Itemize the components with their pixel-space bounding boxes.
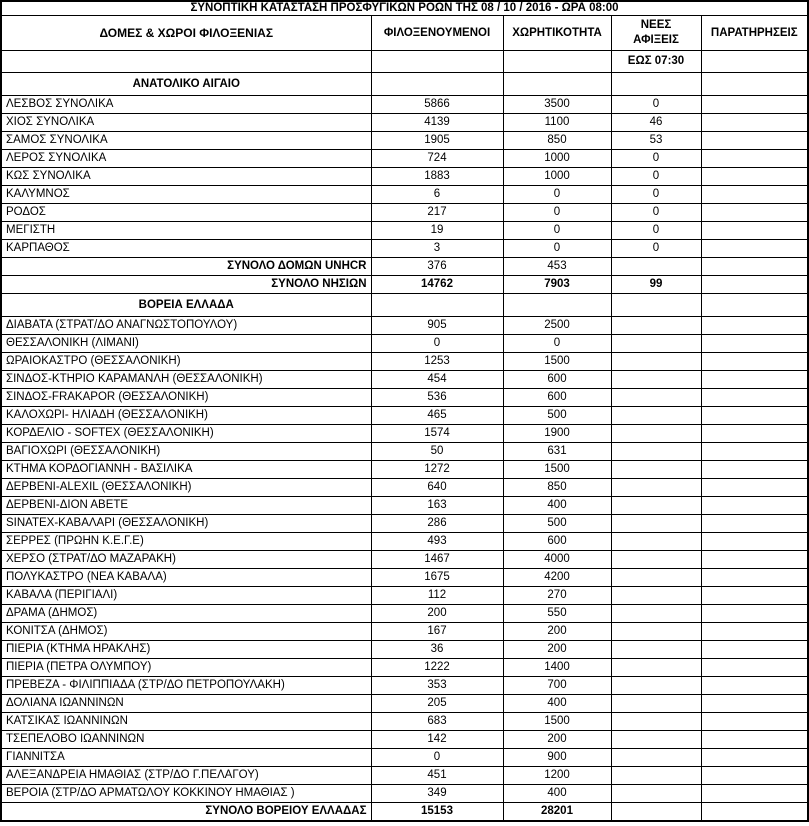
table-row [1,150,808,168]
guests-value: 353 [371,677,503,695]
capacity-value: 0 [503,335,611,353]
table-row [1,605,808,623]
capacity-value: 850 [503,132,611,150]
guests-value: 217 [371,204,503,222]
capacity-value: 1000 [503,168,611,186]
capacity-value: 500 [503,407,611,425]
notes-value [701,132,808,150]
table-row [1,731,808,749]
new-arrivals-value [611,497,701,515]
new-arrivals-value [611,785,701,803]
facility-name: ΔΟΛΙΑΝΑ ΙΩΑΝΝΙΝΩΝ [1,695,371,713]
new-arrivals-value: 0 [611,186,701,204]
notes-value [701,767,808,785]
notes-value [701,407,808,425]
facility-name: ΠΙΕΡΙΑ (ΚΤΗΜΑ ΗΡΑΚΛΗΣ) [1,641,371,659]
facility-name: ΚΟΝΙΤΣΑ (ΔΗΜΟΣ) [1,623,371,641]
column-header-new-arrivals-line1: ΝΕΕΣ [640,19,672,31]
table-row [1,425,808,443]
facility-name: ΒΕΡΟΙΑ (ΣΤΡ/ΔΟ ΑΡΜΑΤΩΛΟΥ ΚΟΚΚΙΝΟΥ ΗΜΑΘΙΑΣ ) [1,785,371,803]
table-row [1,785,808,803]
section-heading-capacity [503,73,611,96]
table-body [1,1,808,821]
subtotal-row [1,258,808,276]
new-arrivals-value [611,713,701,731]
notes-value [701,569,808,587]
table-row [1,533,808,551]
new-arrivals-value [611,695,701,713]
guests-value: 451 [371,767,503,785]
facility-name: ΔΕΡΒΕΝΙ-ΔΙΟΝ ΑΒΕΤΕ [1,497,371,515]
guests-value: 454 [371,371,503,389]
capacity-value: 600 [503,389,611,407]
guests-value: 142 [371,731,503,749]
table-row [1,389,808,407]
capacity-value: 1400 [503,659,611,677]
new-arrivals-value: 0 [611,222,701,240]
capacity-value: 200 [503,623,611,641]
table-row [1,551,808,569]
new-arrivals-value [611,389,701,407]
new-arrivals-value [611,551,701,569]
guests-value: 1272 [371,461,503,479]
table-row [1,443,808,461]
section-heading: ΒΟΡΕΙΑ ΕΛΛΑΔΑ [1,294,371,317]
capacity-value: 400 [503,497,611,515]
facility-name: ΠΟΛΥΚΑΣΤΡΟ (ΝΕΑ ΚΑΒΑΛΑ) [1,569,371,587]
capacity-value: 1500 [503,461,611,479]
subheader-new-arrivals: ΕΩΣ 07:30 [611,51,701,73]
capacity-value: 0 [503,186,611,204]
table-row [1,186,808,204]
capacity-value: 900 [503,749,611,767]
capacity-value: 200 [503,731,611,749]
new-arrivals-value: 0 [611,204,701,222]
guests-value: 536 [371,389,503,407]
guests-value: 0 [371,749,503,767]
capacity-value: 500 [503,515,611,533]
capacity-value: 1100 [503,114,611,132]
capacity-value: 1900 [503,425,611,443]
new-arrivals-value [611,623,701,641]
notes-value [701,461,808,479]
facility-name: ΑΛΕΞΑΝΔΡΕΙΑ ΗΜΑΘΙΑΣ (ΣΤΡ/ΔΟ Γ.ΠΕΛΑΓΟΥ) [1,767,371,785]
notes-value [701,695,808,713]
new-arrivals-value [611,335,701,353]
notes-value [701,749,808,767]
subtotal-label: ΣΥΝΟΛΟ ΔΟΜΩΝ UNHCR [1,258,371,276]
notes-value [701,317,808,335]
guests-value: 3 [371,240,503,258]
new-arrivals-value [611,533,701,551]
table-row [1,587,808,605]
table-row [1,641,808,659]
new-arrivals-value [611,353,701,371]
table-row [1,407,808,425]
table-row [1,168,808,186]
guests-value: 0 [371,335,503,353]
table-row [1,222,808,240]
capacity-value: 550 [503,605,611,623]
new-arrivals-value [611,443,701,461]
total-capacity: 7903 [503,276,611,294]
facility-name: ΤΣΕΠΕΛΟΒΟ ΙΩΑΝΝΙΝΩΝ [1,731,371,749]
notes-value [701,551,808,569]
capacity-value: 1000 [503,150,611,168]
facility-name: SINATEX-ΚΑΒΑΛΑΡΙ (ΘΕΣΣΑΛΟΝΙΚΗ) [1,515,371,533]
notes-value [701,731,808,749]
new-arrivals-value [611,767,701,785]
capacity-value: 270 [503,587,611,605]
total-new: 99 [611,276,701,294]
notes-value [701,222,808,240]
notes-value [701,479,808,497]
table-row [1,240,808,258]
table-row [1,335,808,353]
notes-value [701,335,808,353]
facility-name: ΜΕΓΙΣΤΗ [1,222,371,240]
guests-value: 5866 [371,96,503,114]
facility-name: ΒΑΓΙΟΧΩΡΙ (ΘΕΣΣΑΛΟΝΙΚΗ) [1,443,371,461]
notes-value [701,533,808,551]
guests-value: 493 [371,533,503,551]
new-arrivals-value [611,731,701,749]
total-guests: 15153 [371,803,503,822]
guests-value: 640 [371,479,503,497]
table-row [1,713,808,731]
new-arrivals-value [611,479,701,497]
notes-value [701,353,808,371]
section-heading-new [611,73,701,96]
notes-value [701,443,808,461]
guests-value: 1222 [371,659,503,677]
notes-value [701,186,808,204]
guests-value: 200 [371,605,503,623]
capacity-value: 700 [503,677,611,695]
table-row [1,749,808,767]
guests-value: 36 [371,641,503,659]
guests-value: 905 [371,317,503,335]
table-subheader-row [1,51,808,73]
guests-value: 4139 [371,114,503,132]
capacity-value: 600 [503,533,611,551]
new-arrivals-value [611,659,701,677]
facility-name: ΚΑΒΑΛΑ (ΠΕΡΙΓΙΑΛΙ) [1,587,371,605]
notes-value [701,659,808,677]
guests-value: 1905 [371,132,503,150]
total-new [611,803,701,822]
facility-name: ΚΑΤΣΙΚΑΣ ΙΩΑΝΝΙΝΩΝ [1,713,371,731]
facility-name: ΧΙΟΣ ΣΥΝΟΛΙΚΑ [1,114,371,132]
column-header-guests: ΦΙΛΟΞΕΝΟΥΜΕΝΟΙ [371,16,503,51]
table-row [1,623,808,641]
notes-value [701,497,808,515]
new-arrivals-value [611,317,701,335]
new-arrivals-value [611,569,701,587]
notes-value [701,114,808,132]
facility-name: ΚΑΛΥΜΝΟΣ [1,186,371,204]
new-arrivals-value: 0 [611,150,701,168]
table-row [1,569,808,587]
page-title: ΣΥΝΟΠΤΙΚΗ ΚΑΤΑΣΤΑΣΗ ΠΡΟΣΦΥΓΙΚΩΝ ΡΟΩΝ ΤΗΣ 08 / 10 / 2016 - ΩΡΑ 08:00 [1,1,808,16]
section-heading-notes [701,294,808,317]
new-arrivals-value [611,407,701,425]
total-notes [701,803,808,822]
new-arrivals-value [611,515,701,533]
table-row [1,767,808,785]
facility-name: ΔΕΡΒΕΝΙ-ALEXIL (ΘΕΣΣΑΛΟΝΙΚΗ) [1,479,371,497]
subheader-notes [701,51,808,73]
guests-value: 205 [371,695,503,713]
subheader-name [1,51,371,73]
new-arrivals-value [611,371,701,389]
new-arrivals-value: 0 [611,96,701,114]
guests-value: 112 [371,587,503,605]
guests-value: 1883 [371,168,503,186]
table-row [1,659,808,677]
subtotal-capacity: 453 [503,258,611,276]
facility-name: ΛΕΣΒΟΣ ΣΥΝΟΛΙΚΑ [1,96,371,114]
notes-value [701,623,808,641]
capacity-value: 400 [503,785,611,803]
facility-name: ΣΑΜΟΣ ΣΥΝΟΛΙΚΑ [1,132,371,150]
capacity-value: 0 [503,204,611,222]
total-notes [701,276,808,294]
notes-value [701,605,808,623]
capacity-value: 0 [503,222,611,240]
capacity-value: 1200 [503,767,611,785]
capacity-value: 4200 [503,569,611,587]
facility-name: ΚΩΣ ΣΥΝΟΛΙΚΑ [1,168,371,186]
notes-value [701,150,808,168]
column-header-capacity: ΧΩΡΗΤΙΚΟΤΗΤΑ [503,16,611,51]
section-heading: ΑΝΑΤΟΛΙΚΟ ΑΙΓΑΙΟ [1,73,371,96]
table-title-row [1,1,808,16]
capacity-value: 4000 [503,551,611,569]
new-arrivals-value [611,425,701,443]
guests-value: 50 [371,443,503,461]
column-header-name: ΔΟΜΕΣ & ΧΩΡΟΙ ΦΙΛΟΞΕΝΙΑΣ [1,16,371,51]
guests-value: 683 [371,713,503,731]
facility-name: ΡΟΔΟΣ [1,204,371,222]
new-arrivals-value: 46 [611,114,701,132]
table-row [1,461,808,479]
facility-name: ΣΙΝΔΟΣ-ΚΤΗΡΙΟ ΚΑΡΑΜΑΝΛΗ (ΘΕΣΣΑΛΟΝΙΚΗ) [1,371,371,389]
total-label: ΣΥΝΟΛΟ ΝΗΣΙΩΝ [1,276,371,294]
table-row [1,353,808,371]
table-row [1,132,808,150]
guests-value: 724 [371,150,503,168]
notes-value [701,641,808,659]
facility-name: ΘΕΣΣΑΛΟΝΙΚΗ (ΛΙΜΑΝΙ) [1,335,371,353]
section-heading-notes [701,73,808,96]
notes-value [701,389,808,407]
guests-value: 6 [371,186,503,204]
notes-value [701,713,808,731]
notes-value [701,371,808,389]
capacity-value: 600 [503,371,611,389]
facility-name: ΚΟΡΔΕΛΙΟ - SOFTEX (ΘΕΣΣΑΛΟΝΙΚΗ) [1,425,371,443]
new-arrivals-value [611,677,701,695]
guests-value: 349 [371,785,503,803]
facility-name: ΔΡΑΜΑ (ΔΗΜΟΣ) [1,605,371,623]
facility-name: ΣΙΝΔΟΣ-FRAKAPOR (ΘΕΣΣΑΛΟΝΙΚΗ) [1,389,371,407]
guests-value: 465 [371,407,503,425]
section-heading-new [611,294,701,317]
guests-value: 163 [371,497,503,515]
notes-value [701,425,808,443]
notes-value [701,515,808,533]
table-row [1,479,808,497]
facility-name: ΔΙΑΒΑΤΑ (ΣΤΡΑΤ/ΔΟ ΑΝΑΓΝΩΣΤΟΠΟΥΛΟΥ) [1,317,371,335]
subheader-capacity [503,51,611,73]
facility-name: ΚΑΡΠΑΘΟΣ [1,240,371,258]
guests-value: 167 [371,623,503,641]
notes-value [701,168,808,186]
facility-name: ΣΕΡΡΕΣ (ΠΡΩΗΝ Κ.Ε.Γ.Ε) [1,533,371,551]
total-label: ΣΥΝΟΛΟ ΒΟΡΕΙΟΥ ΕΛΛΑΔΑΣ [1,803,371,822]
section-heading-capacity [503,294,611,317]
facility-name: ΧΕΡΣΟ (ΣΤΡΑΤ/ΔΟ ΜΑΖΑΡΑΚΗ) [1,551,371,569]
table-row [1,695,808,713]
section-heading-guests [371,294,503,317]
table-header-row [1,16,808,51]
notes-value [701,587,808,605]
table-row [1,677,808,695]
guests-value: 1467 [371,551,503,569]
new-arrivals-value: 0 [611,240,701,258]
facility-name: ΓΙΑΝΝΙΤΣΑ [1,749,371,767]
subtotal-new [611,258,701,276]
capacity-value: 850 [503,479,611,497]
subtotal-notes [701,258,808,276]
new-arrivals-value [611,641,701,659]
facility-name: ΩΡΑΙΟΚΑΣΤΡΟ (ΘΕΣΣΑΛΟΝΙΚΗ) [1,353,371,371]
column-header-new-arrivals-line2: ΑΦΙΞΕΙΣ [633,34,679,46]
notes-value [701,96,808,114]
guests-value: 1574 [371,425,503,443]
column-header-notes: ΠΑΡΑΤΗΡΗΣΕΙΣ [701,16,808,51]
new-arrivals-value [611,587,701,605]
capacity-value: 200 [503,641,611,659]
new-arrivals-value [611,605,701,623]
total-capacity: 28201 [503,803,611,822]
notes-value [701,204,808,222]
facility-name: ΠΙΕΡΙΑ (ΠΕΤΡΑ ΟΛΥΜΠΟΥ) [1,659,371,677]
guests-value: 1253 [371,353,503,371]
table-row [1,371,808,389]
guests-value: 286 [371,515,503,533]
capacity-value: 2500 [503,317,611,335]
table-row [1,317,808,335]
capacity-value: 1500 [503,353,611,371]
subheader-guests [371,51,503,73]
table-row [1,96,808,114]
total-guests: 14762 [371,276,503,294]
new-arrivals-value: 53 [611,132,701,150]
facility-name: ΛΕΡΟΣ ΣΥΝΟΛΙΚΑ [1,150,371,168]
section-total-row [1,276,808,294]
notes-value [701,240,808,258]
facility-name: ΚΤΗΜΑ ΚΟΡΔΟΓΙΑΝΝΗ - ΒΑΣΙΛΙΚΑ [1,461,371,479]
guests-value: 19 [371,222,503,240]
section-heading-row [1,294,808,317]
guests-value: 1675 [371,569,503,587]
new-arrivals-value [611,749,701,767]
new-arrivals-value [611,461,701,479]
facility-name: ΚΑΛΟΧΩΡΙ- ΗΛΙΑΔΗ (ΘΕΣΣΑΛΟΝΙΚΗ) [1,407,371,425]
capacity-value: 631 [503,443,611,461]
section-heading-guests [371,73,503,96]
subtotal-guests: 376 [371,258,503,276]
table-row [1,114,808,132]
table-row [1,497,808,515]
notes-value [701,677,808,695]
new-arrivals-value: 0 [611,168,701,186]
capacity-value: 400 [503,695,611,713]
grand-total-row [1,803,808,822]
table-row [1,515,808,533]
notes-value [701,785,808,803]
capacity-value: 0 [503,240,611,258]
column-header-new-arrivals [611,16,701,51]
capacity-value: 3500 [503,96,611,114]
facility-name: ΠΡΕΒΕΖΑ - ΦΙΛΙΠΠΙΑΔΑ (ΣΤΡ/ΔΟ ΠΕΤΡΟΠΟΥΛΑΚΗ) [1,677,371,695]
section-heading-row [1,73,808,96]
capacity-value: 1500 [503,713,611,731]
table-row [1,204,808,222]
